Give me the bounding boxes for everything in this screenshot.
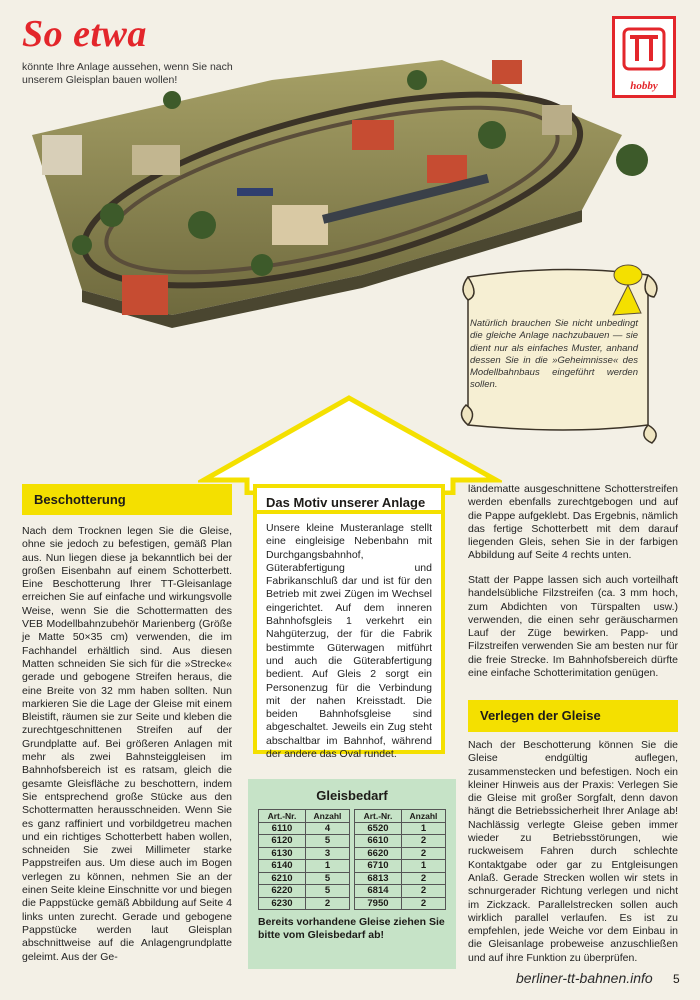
arrow-outline	[198, 395, 502, 495]
table-row	[355, 885, 446, 898]
art-nr-cell: 6220	[259, 885, 306, 898]
anzahl-cell: 1	[401, 860, 445, 873]
table-row	[259, 835, 350, 848]
art-nr-cell: 6520	[355, 822, 402, 835]
art-nr-cell: 6710	[355, 860, 402, 873]
motiv-text: Unsere kleine Musteranlage stellt eine eingleisige Nebenbahn mit Durchgangsbahnhof, Güterabfertigung und Fabrikanschluß dar und ist für den Betrieb mit zwei Zügen im Wechsel eingerichtet. Auf dem inneren Bahnhofsgleis 1 verkehrt ein Nahgüterzug, der für die Fabrik bestimmte Güterwagen mitführt und auch die Güterabfertigung bedient. Auf Gleis 2 sorgt ein Personenzug für die Verbindung mit der nahen Kreisstadt. Die beiden Bahnhofsgleise sind abgeschaltet. Jeweils ein Zug steht abschaltbar im Bahnhof, während der andere das Oval rundet.	[266, 522, 432, 761]
gleisbedarf-table-left	[258, 809, 350, 910]
table-row	[259, 847, 350, 860]
gleisbedarf-note: Bereits vorhandene Gleise ziehen Sie bitte vom Gleisbedarf ab!	[258, 916, 445, 941]
anzahl-cell: 4	[305, 822, 349, 835]
art-nr-cell: 6620	[355, 847, 402, 860]
table-row	[259, 897, 350, 910]
motiv-box	[253, 514, 445, 761]
anzahl-cell: 2	[401, 847, 445, 860]
table-row	[259, 822, 350, 835]
anzahl-cell: 2	[401, 872, 445, 885]
art-nr-cell: 7950	[355, 897, 402, 910]
gleisbedarf-table-right	[354, 809, 446, 910]
anzahl-cell: 1	[305, 860, 349, 873]
anzahl-cell: 5	[305, 885, 349, 898]
verlegen-text: Nach der Beschotterung können Sie die Gleise endgültig auflegen, zusammenstecken und befestigen. Noch ein kleiner Hinweis aus der Praxis: Verlegen Sie die Gleise mit großer Sorgfalt, denn davon hängt die Betriebssicherheit Ihrer Anlage ab! Nachlässig verlegte Gleise geben immer wieder zu Betriebsstörungen, wie ruckweisem Fahren durch schlechte Kontaktgabe oder gar zu Entgleisungen Anlaß. Gerade Strecken wollen wir stets in schnurgerader Richtung verlegen und nicht im Zickzack. Parallelstrecken sollen auch wirklich parallel verlaufen. Es ist zu empfehlen, jede Weiche vor dem Einbau in die Gleisanlage probeweise anzuschließen und auf ihre Funktion zu überprüfen.	[468, 739, 678, 964]
anzahl-cell: 3	[305, 847, 349, 860]
photo-caption: Natürlich brauchen Sie nicht unbedingt die gleiche Anlage nachzubauen — sie dient nur als einfaches Muster, anhand dessen Sie in die »Geheimnisse« des Modellbahnbaus eingeführt werden sollen.	[470, 318, 638, 391]
anzahl-cell: 2	[401, 897, 445, 910]
page-title: So etwa	[22, 13, 147, 55]
anzahl-cell: 2	[305, 897, 349, 910]
col-art: Art.-Nr.	[355, 810, 402, 823]
table-row	[355, 847, 446, 860]
right-text-2: Statt der Pappe lassen sich auch vorteilhaft handelsübliche Filzstreifen (ca. 3 mm hoch, zum Abdichten von Türspalten usw.) verwenden, die einen sehr geräuscharmen Lauf der Züge bewirken. Papp- und Filzstreifen verwenden Sie am besten nur für die freie Strecke. Im Bahnhofsbereich dürfte eine einfache Schotterimitation genügen.	[468, 574, 678, 680]
heading-motiv: Das Motiv unserer Anlage	[253, 484, 445, 514]
heading-beschotterung: Beschotterung	[22, 484, 232, 515]
table-row	[355, 860, 446, 873]
col-anzahl: Anzahl	[305, 810, 349, 823]
col-anzahl: Anzahl	[401, 810, 445, 823]
anzahl-cell: 5	[305, 835, 349, 848]
table-row	[259, 860, 350, 873]
table-row	[259, 885, 350, 898]
art-nr-cell: 6813	[355, 872, 402, 885]
subtitle: könnte Ihre Anlage aussehen, wenn Sie nach unserem Gleisplan bauen wollen!	[22, 61, 233, 86]
gleisbedarf-box	[248, 779, 456, 969]
logo-label: hobby	[630, 80, 658, 92]
table-row	[355, 897, 446, 910]
art-nr-cell: 6120	[259, 835, 306, 848]
gleisbedarf-title: Gleisbedarf	[316, 788, 388, 803]
table-row	[259, 872, 350, 885]
art-nr-cell: 6110	[259, 822, 306, 835]
anzahl-cell: 2	[401, 835, 445, 848]
art-nr-cell: 6814	[355, 885, 402, 898]
table-row	[355, 822, 446, 835]
anzahl-cell: 1	[401, 822, 445, 835]
website-footer: berliner-tt-bahnen.info	[516, 970, 653, 986]
art-nr-cell: 6210	[259, 872, 306, 885]
table-row	[355, 835, 446, 848]
anzahl-cell: 2	[401, 885, 445, 898]
art-nr-cell: 6140	[259, 860, 306, 873]
heading-verlegen: Verlegen der Gleise	[468, 700, 678, 732]
art-nr-cell: 6230	[259, 897, 306, 910]
col-art: Art.-Nr.	[259, 810, 306, 823]
page-number: 5	[673, 972, 680, 986]
beschotterung-text: Nach dem Trocknen legen Sie die Gleise, ohne sie jedoch zu befestigen, gemäß Plan aus. Nun liegen diese ja bekanntlich bei der großen Eisenbahn auf einem Schotterbett. Eine Beschotterung Ihrer TT-Gleisanlage erreichen Sie auf einfache und wirkungsvolle Weise, wenn Sie die Schottermatten des VEB Modellbahnzubehör Marienberg (Größe je Matte 50×35 cm) verwenden, die im Fachhandel erhältlich sind. Aus diesen Matten schneiden Sie sich für die »Strecke« gerade und gebogene Streifen heraus, die eine Breite von 32 mm haben sollten. Nun markieren Sie die Lage der Gleise mit einem Bleistift, räumen sie zur Seite und kleben die zurechtgeschnittenen Streifen auf der Grundplatte auf. Bei größeren Anlagen mit mehr als zwei Bahnsteiggleisen im Bahnhofsbereich ist es ratsam, gleich die gesamte Gleisfläche zu beschottern, indem Sie entsprechend große Stücke aus den Schottermatten herausschneiden. Wenn Sie es ganz raffiniert und vorbildgetreu machen und ein richtiges Schotterbett haben wollen, schneiden Sie zwei Millimeter starke Pappstreifen aus. Um diese auch im Bogen verlegen zu können, nehmen Sie an der einen Seite kleine Einschnitte vor und biegen die Pappstücke gemäß Abbildung auf Seite 4 links unten zurecht. Gerade und gebogene Pappstücke werden laut Gleisplan abschnittweise auf die Anlagengrundplatte geleimt. Aus der Ge-	[22, 525, 232, 963]
table-row	[355, 872, 446, 885]
art-nr-cell: 6130	[259, 847, 306, 860]
anzahl-cell: 5	[305, 872, 349, 885]
right-text-1: ländematte ausgeschnittene Schotterstreifen werden ebenfalls zurechtgebogen und auf die Pappe aufgeklebt. Das Ergebnis, nämlich das fertige Schotterbett mit dem darauf liegenden Gleis, sehen Sie in der farbigen Abbildung auf Seite 4 rechts unten.	[468, 483, 678, 562]
art-nr-cell: 6610	[355, 835, 402, 848]
